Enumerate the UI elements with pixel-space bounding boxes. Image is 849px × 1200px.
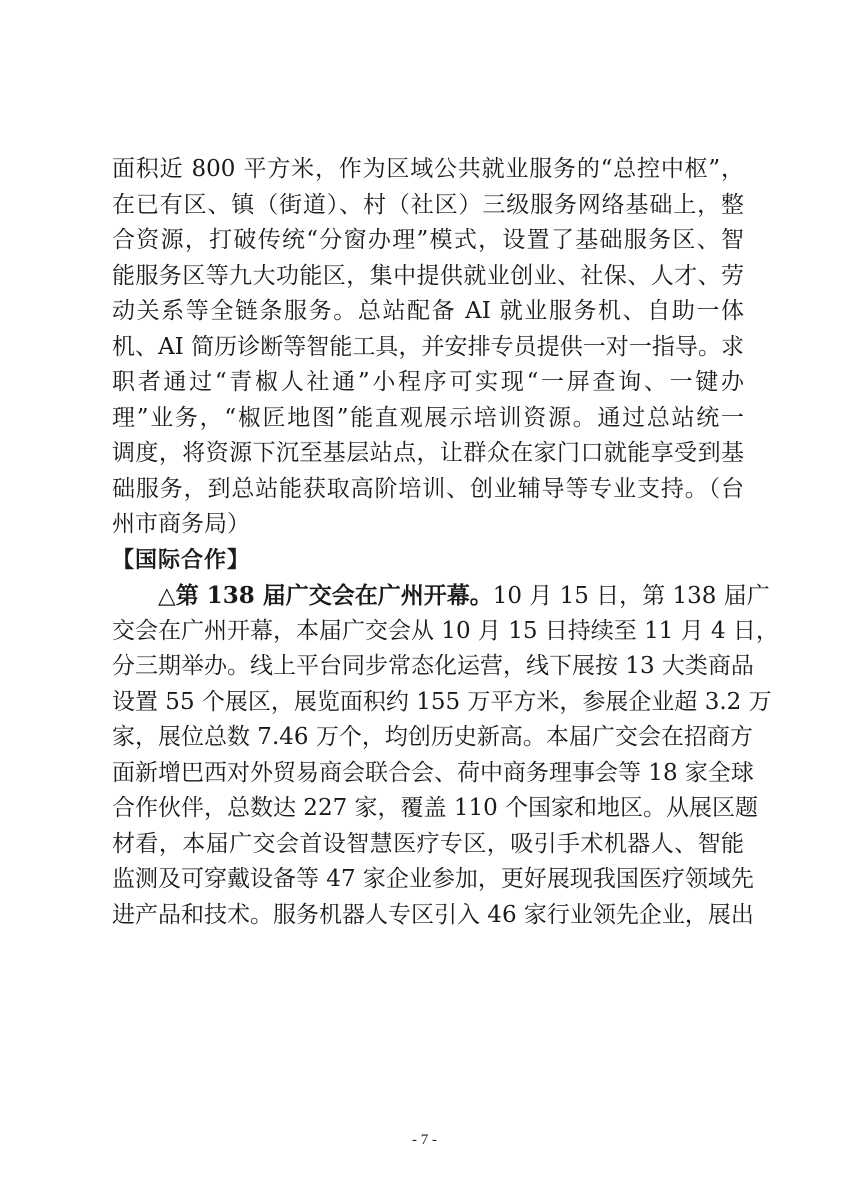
lead-line: [112, 578, 770, 614]
text-line: 材看，本届广交会首设智慧医疗专区，吸引手术机器人、智能: [112, 830, 744, 857]
text-line: 础服务，到总站能获取高阶培训、创业辅导等专业支持。（台: [112, 475, 744, 502]
text-line: 合资源，打破传统“分窗办理”模式，设置了基础服务区、智: [112, 227, 744, 253]
text-line: 州市商务局）: [112, 511, 250, 537]
text-line: 能服务区等九大功能区，集中提供就业创业、社保、人才、劳: [112, 262, 744, 289]
lead-text: 10 月 15 日，第 138 届广: [492, 583, 770, 609]
text-line: 监测及可穿戴设备等 47 家企业参加，更好展现我国医疗领域先: [112, 866, 754, 892]
section-heading: 【国际合作】: [112, 547, 251, 573]
news-headline: △第 138 届广交会在广州开幕。: [158, 582, 493, 609]
text-line: 机、AI 简历诊断等智能工具，并安排专员提供一对一指导。求: [112, 333, 744, 360]
text-line: 面新增巴西对外贸易商会联合会、荷中商务理事会等 18 家全球: [112, 759, 754, 786]
text-line: 职者通过“青椒人社通”小程序可实现“一屏查询、一键办: [112, 369, 744, 395]
text-line: 面积近 800 平方米，作为区域公共就业服务的“总控中枢”，: [112, 156, 744, 182]
paragraph-canton-fair: [112, 578, 779, 933]
text-line: 理”业务，“椒匠地图”能直观展示培训资源。通过总站统一: [112, 404, 744, 431]
paragraph-employment-service: [112, 152, 744, 543]
text-line: 设置 55 个展区，展览面积约 155 万平方米，参展企业超 3.2 万: [112, 688, 772, 715]
text-line: 动关系等全链条服务。总站配备 AI 就业服务机、自助一体: [112, 298, 744, 324]
document-page: [112, 152, 779, 933]
text-line: 在已有区、镇（街道）、村（社区）三级服务网络基础上，整: [112, 191, 744, 218]
page-number: - 7 -: [412, 1132, 437, 1148]
text-line: 调度，将资源下沉至基层站点，让群众在家门口就能享受到基: [112, 440, 744, 466]
text-line: 合作伙伴，总数达 227 家，覆盖 110 个国家和地区。从展区题: [112, 795, 759, 821]
text-line: 分三期举办。线上平台同步常态化运营，线下展按 13 大类商品: [112, 653, 754, 679]
text-line: 交会在广州开幕，本届广交会从 10 月 15 日持续至 11 月 4 日，: [112, 617, 779, 644]
text-line: 家，展位总数 7.46 万个，均创历史新高。本届广交会在招商方: [112, 724, 753, 750]
text-line: 进产品和技术。服务机器人专区引入 46 家行业领先企业，展出: [112, 901, 754, 928]
